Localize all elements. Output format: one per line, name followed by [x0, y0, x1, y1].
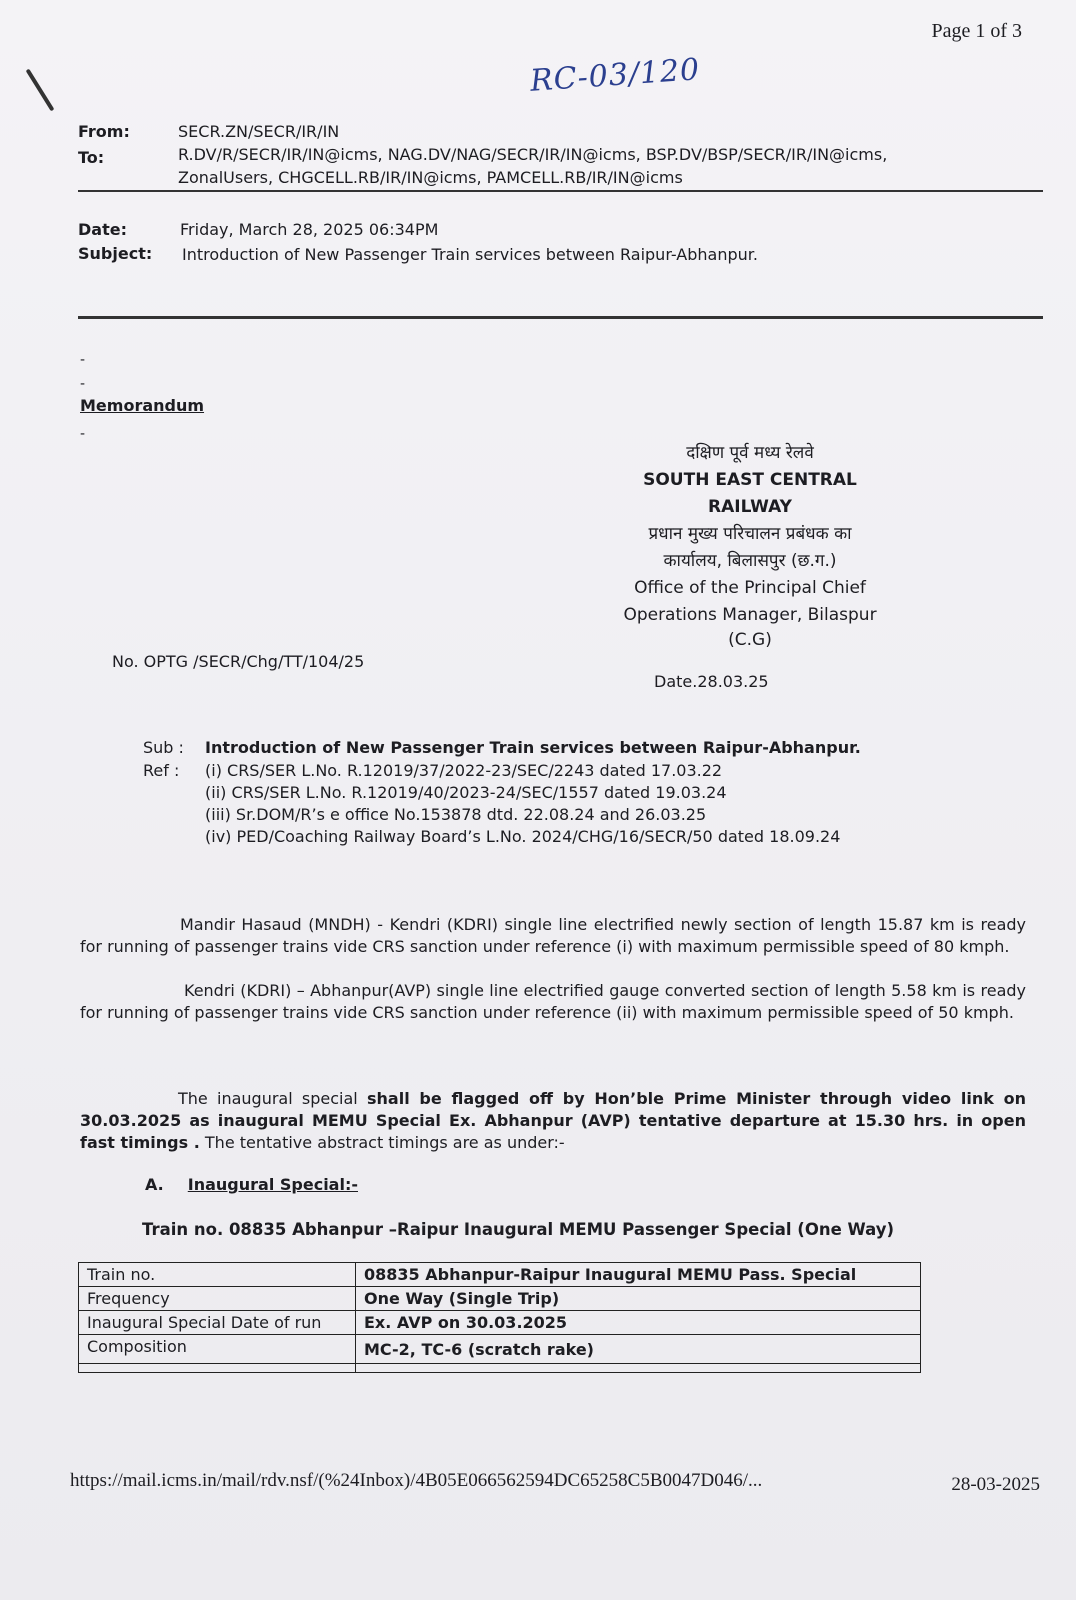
table-value: Ex. AVP on 30.03.2025	[356, 1311, 921, 1335]
footer	[70, 1470, 1040, 1495]
table-key: Composition	[79, 1335, 356, 1364]
table-value: MC-2, TC-6 (scratch rake)	[356, 1335, 921, 1364]
paragraph-1: Mandir Hasaud (MNDH) - Kendri (KDRI) single line electrified newly section of length 15.87 km is ready for running of passenger trains vide CRS sanction under reference (i) with maximum permissible speed of 80 kmph.	[80, 915, 1026, 956]
table-value: One Way (Single Trip)	[356, 1287, 921, 1311]
memorandum-heading: Memorandum	[80, 396, 205, 415]
from-value: SECR.ZN/SECR/IR/IN	[178, 122, 340, 141]
dash-mark: -	[80, 376, 86, 392]
section-a-heading	[145, 1175, 358, 1194]
page-number: Page 1 of 3	[931, 20, 1022, 42]
office-block	[590, 440, 910, 651]
subject-rule	[78, 316, 1043, 319]
handwritten-note: RC-03/120	[528, 52, 702, 99]
para3-start: The inaugural special	[178, 1089, 367, 1108]
table-key: Inaugural Special Date of run	[79, 1311, 356, 1335]
header-rule	[78, 190, 1043, 192]
table-value: 08835 Abhanpur-Raipur Inaugural MEMU Pass. Special	[356, 1263, 921, 1287]
pen-tick-mark	[26, 69, 55, 112]
from-label: From:	[78, 122, 130, 141]
subject-value: Introduction of New Passenger Train services between Raipur-Abhanpur.	[182, 245, 758, 264]
table-key: Frequency	[79, 1287, 356, 1311]
ref-item: (i) CRS/SER L.No. R.12019/37/2022-23/SEC/2243 dated 17.03.22	[205, 761, 723, 780]
letter-number: No. OPTG /SECR/Chg/TT/104/25	[112, 652, 365, 671]
ref-item: (iv) PED/Coaching Railway Board’s L.No. 2024/CHG/16/SECR/50 dated 18.09.24	[205, 827, 841, 846]
table-row	[79, 1287, 921, 1311]
dash-mark: -	[80, 426, 86, 442]
subject-label: Subject:	[78, 244, 153, 263]
office-line-2: Operations Manager, Bilaspur	[623, 605, 877, 625]
table-row	[79, 1263, 921, 1287]
sub-text: Introduction of New Passenger Train services between Raipur-Abhanpur.	[205, 738, 861, 757]
to-label: To:	[78, 148, 105, 167]
footer-date: 28-03-2025	[951, 1474, 1040, 1495]
footer-url: https://mail.icms.in/mail/rdv.nsf/(%24Inbox)/4B05E066562594DC65258C5B0047D046/...	[70, 1470, 763, 1491]
letter-date: Date.28.03.25	[654, 672, 769, 691]
train-details-table	[78, 1262, 921, 1373]
section-a-letter: A.	[145, 1175, 164, 1194]
dash-mark: -	[80, 352, 86, 368]
table-row	[79, 1335, 921, 1364]
ref-item: (iii) Sr.DOM/R’s e office No.153878 dtd. 22.08.24 and 26.03.25	[205, 805, 707, 824]
table-row	[79, 1364, 921, 1373]
paragraph-2: Kendri (KDRI) – Abhanpur(AVP) single line electrified gauge converted section of length 5.58 km is ready for running of passenger trains vide CRS sanction under reference (ii) with maximum permissible speed of 50 kmph.	[80, 981, 1026, 1022]
date-label: Date:	[78, 220, 127, 239]
date-value: Friday, March 28, 2025 06:34PM	[180, 220, 439, 239]
sub-line	[143, 738, 861, 757]
references	[143, 760, 840, 848]
office-name-line-1: SOUTH EAST CENTRAL	[643, 470, 857, 490]
ref-item: (ii) CRS/SER L.No. R.12019/40/2023-24/SEC/1557 dated 19.03.24	[205, 783, 727, 802]
paragraph-3	[80, 1088, 1026, 1154]
para3-bold: shall be flagged off by Hon’ble Prime Minister through video link on 30.03.2025 as inaugural MEMU Special Ex. Abhanpur (AVP) tentative departure at 15.30 hrs. in open fast timings .	[80, 1089, 1027, 1152]
table-key: Train no.	[79, 1263, 356, 1287]
office-line-1: Office of the Principal Chief	[634, 578, 866, 598]
office-hindi-name: दक्षिण पूर्व मध्य रेलवे	[686, 443, 814, 463]
para3-end: The tentative abstract timings are as under:-	[199, 1133, 565, 1152]
office-hindi-line-2: कार्यालय, बिलासपुर (छ.ग.)	[663, 551, 837, 571]
office-hindi-line-1: प्रधान मुख्य परिचालन प्रबंधक का	[648, 524, 852, 544]
ref-label: Ref :	[143, 761, 180, 780]
office-line-3: (C.G)	[728, 630, 772, 650]
office-name-line-2: RAILWAY	[708, 497, 792, 517]
table-row	[79, 1311, 921, 1335]
sub-label: Sub :	[143, 738, 184, 757]
table-key	[79, 1364, 356, 1373]
to-line-1: R.DV/R/SECR/IR/IN@icms, NAG.DV/NAG/SECR/IR/IN@icms, BSP.DV/BSP/SECR/IR/IN@icms,	[178, 145, 888, 164]
train-title: Train no. 08835 Abhanpur –Raipur Inaugural MEMU Passenger Special (One Way)	[142, 1220, 895, 1239]
section-a-title: Inaugural Special:-	[187, 1175, 358, 1194]
to-line-2: ZonalUsers, CHGCELL.RB/IR/IN@icms, PAMCELL.RB/IR/IN@icms	[178, 168, 683, 187]
table-value	[356, 1364, 921, 1373]
